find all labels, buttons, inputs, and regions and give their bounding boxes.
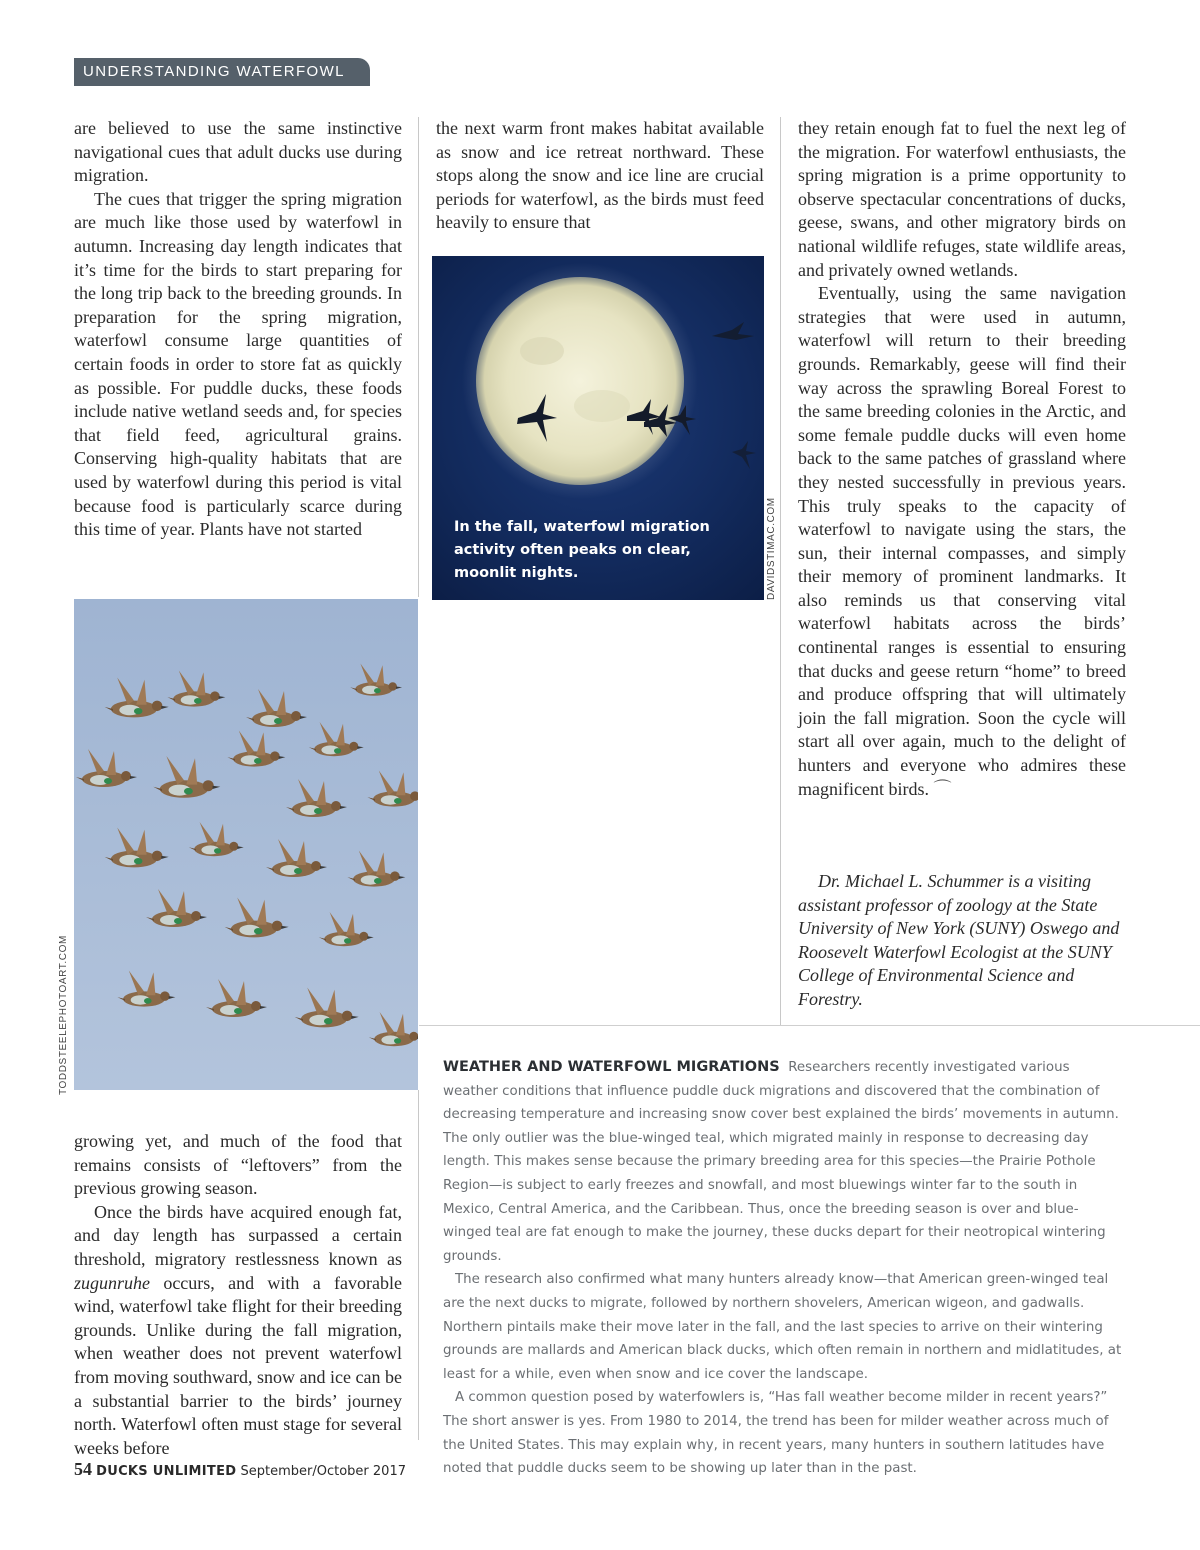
photo-credit: TODDSTEELEPHOTOART.COM [58,935,69,1095]
moon-photo [432,256,764,600]
paragraph-text: occurs, and with a favorable wind, waterfowl take flight for their breeding grounds. Unlike during the fall migration, when weather does not prevent waterfowl from moving southward, snow and ice can be a substantial barrier to the birds’ journey north. Waterfowl often must stage for several weeks before [74,1272,402,1458]
paragraph: growing yet, and much of the food that remains consists of “leftovers” from the previous growing season. [74,1131,402,1199]
photo-caption: In the fall, waterfowl migration activity often peaks on clear, moonlit nights. [454,519,710,581]
column-3 [798,117,1126,801]
issue-date: September/October 2017 [240,1464,406,1479]
sidebar-paragraph: A common question posed by waterfowlers is, “Has fall weather become milder in recent years?” The short answer is yes. From 1980 to 2014, the trend has been for milder weather across much of the United States. This may explain why, in recent years, many hunters in southern latitudes have noted that puddle ducks seem to be showing up later than in the past. [443,1390,1109,1477]
paragraph [74,1201,402,1461]
weather-sidebar [419,1025,1200,1550]
paragraph-text: Once the birds have acquired enough fat, and day length has surpassed a certain threshold, migratory restlessness known as [74,1201,402,1269]
page-number: 54 [74,1459,92,1479]
column-1-top [74,117,402,542]
column-divider [780,117,781,1025]
column-1-bottom [74,1130,402,1460]
photo-credit: DAVIDSTIMAC.COM [766,497,777,600]
author-bio: Dr. Michael L. Schummer is a visiting assistant professor of zoology at the State University of New York (SUNY) Oswego and Roosevelt Waterfowl Ecologist at the SUNY College of Environmental Science and Forestry. [798,871,1120,1009]
sidebar-paragraph: The research also confirmed what many hunters already know—that American green-winged teal are the next ducks to migrate, followed by northern shovelers, American wigeon, and gadwalls. Northern pintails make their move later in the fall, and the last species to arrive on their wintering grounds are mallards and American black ducks, which often remain in northern and midlatitudes, at least for a while, even when snow and ice cover the landscape. [443,1272,1122,1382]
duck-flock [76,631,418,1047]
paragraph-text: Eventually, using the same navigation strategies that were used in autumn, waterfowl will return to their breeding grounds. Remarkably, geese will find their way across the sprawling Boreal Forest to the same breeding colonies in the Arctic, and some female puddle ducks will even home back to the same patches of grassland where they nested successfully in previous years. This truly speaks to the capacity of waterfowl to navigate using the stars, the sun, their internal compasses, and simply their memory of prominent landmarks. It also reminds us that conserving vital waterfowl habitats across the birds’ continental ranges is essential to ensuring that ducks and geese return “home” to breed and produce offspring that will ultimately join the fall migration. Soon the cycle will start all over again, much to the delight of hunters and everyone who admires these magnificent birds. [798,283,1126,799]
flock-illustration [74,599,418,1090]
ducks-photo [74,599,418,1090]
italic-term: zugunruhe [74,1272,150,1293]
paragraph: they retain enough fat to fuel the next leg of the migration. For waterfowl enthusiasts, the spring migration is a prime opportunity to observe spectacular concentrations of ducks, geese, swans, and other migratory birds on national wildlife refuges, state wildlife areas, and privately owned wetlands. [798,118,1126,280]
column-divider [418,117,419,597]
section-label: UNDERSTANDING WATERFOWL [74,58,370,86]
column-2-top [436,117,764,235]
paragraph: the next warm front makes habitat available as snow and ice retreat northward. These stops along the snow and ice line are crucial periods for waterfowl, as the birds must feed heavily to ensure that [436,118,764,233]
paragraph: are believed to use the same instinctive navigational cues that adult ducks use during migration. [74,118,402,186]
paragraph: The cues that trigger the spring migration are much like those used by waterfowl in autumn. Increasing day length indicates that it’s time for the birds to start preparing for the long trip back to the breeding grounds. In preparation for the spring migration, waterfowl consume large quantities of certain foods in order to store fat as quickly as possible. For puddle ducks, these foods include native wetland seeds and, for species that field feed, agricultural grains. Conserving high-quality habitats that are used by waterfowl during this period is vital because food is particularly scarce during this time of year. Plants have not started [74,188,402,540]
sidebar-heading: WEATHER AND WATERFOWL MIGRATIONS [443,1059,780,1075]
end-mark-icon: ⌒ [933,778,952,799]
sidebar-text [443,1056,1123,1481]
paragraph [798,282,1126,801]
sidebar-paragraph [443,1056,1123,1268]
sidebar-paragraph-text: Researchers recently investigated various weather conditions that influence puddle duck migrations and discovered that the combination of decreasing temperature and increasing snow cover best explained the birds’ movements in autumn. The only outlier was the blue-winged teal, which migrated mainly in response to decreasing day length. This makes sense because the primary breeding area for this species—the Prairie Pothole Region—is subject to early freezes and snowfall, and most bluewings winter far to the south in Mexico, Central America, and the Caribbean. Thus, once the breeding season is over and blue-winged teal are fat enough to make the journey, these ducks depart for their neotropical wintering grounds. [443,1060,1119,1264]
page-footer [74,1459,406,1480]
magazine-name: DUCKS UNLIMITED [96,1464,237,1479]
